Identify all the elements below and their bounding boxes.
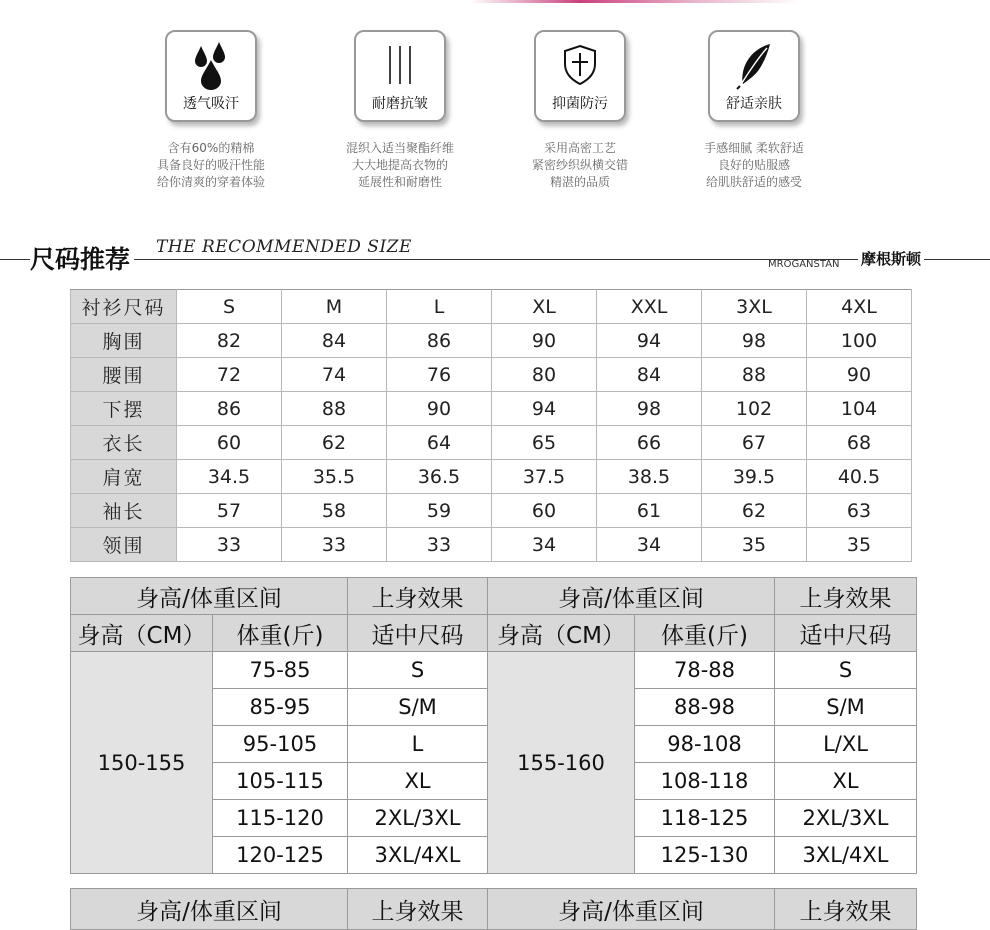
- size-header: M: [282, 290, 387, 324]
- weight-cell: 108-118: [635, 763, 775, 800]
- feature-desc-line: 含有60%的精棉: [167, 141, 255, 155]
- feature-label: 抑菌防污: [552, 96, 608, 112]
- table-cell: 98: [702, 324, 807, 358]
- table-cell: 34: [492, 528, 597, 562]
- size-header: XL: [492, 290, 597, 324]
- table-cell: 100: [807, 324, 912, 358]
- table-header-row: [71, 889, 917, 930]
- table-row: [71, 460, 912, 494]
- top-accent-bar: [0, 0, 990, 4]
- table-cell: 35.5: [282, 460, 387, 494]
- weight-cell: 98-108: [635, 726, 775, 763]
- feature-desc-line: 采用高密工艺: [543, 141, 616, 155]
- table-cell: 86: [177, 392, 282, 426]
- range-group-header: 身高/体重区间: [71, 578, 348, 615]
- table-cell: 57: [177, 494, 282, 528]
- size-cell: 2XL/3XL: [348, 800, 488, 837]
- row-label: 肩宽: [71, 460, 177, 494]
- effect-header: 上身效果: [775, 578, 917, 615]
- table-cell: 61: [597, 494, 702, 528]
- size-cell: L: [348, 726, 488, 763]
- table-cell: 35: [702, 528, 807, 562]
- effect-header: 上身效果: [348, 578, 488, 615]
- range-group-header: 身高/体重区间: [488, 889, 775, 930]
- table-row: [71, 494, 912, 528]
- size-header: 3XL: [702, 290, 807, 324]
- weight-cell: 125-130: [635, 837, 775, 874]
- weight-column-header: 体重(斤): [213, 615, 348, 652]
- table-cell: 38.5: [597, 460, 702, 494]
- table-header-label: 衬衫尺码: [71, 290, 177, 324]
- feature-description: [664, 140, 844, 191]
- size-cell: S/M: [348, 689, 488, 726]
- table-cell: 98: [597, 392, 702, 426]
- weight-cell: 105-115: [213, 763, 348, 800]
- section-subtitle: THE RECOMMENDED SIZE: [156, 237, 412, 257]
- table-cell: 102: [702, 392, 807, 426]
- weight-cell: 88-98: [635, 689, 775, 726]
- table-cell: 33: [282, 528, 387, 562]
- size-header: L: [387, 290, 492, 324]
- table-cell: 65: [492, 426, 597, 460]
- feature-icon-box: [165, 30, 257, 122]
- table-cell: 60: [177, 426, 282, 460]
- weight-cell: 78-88: [635, 652, 775, 689]
- feature-icon-box: [534, 30, 626, 122]
- table-cell: 72: [177, 358, 282, 392]
- table-cell: 90: [492, 324, 597, 358]
- table-row: [71, 358, 912, 392]
- feature-label: 耐磨抗皱: [372, 96, 428, 112]
- size-column-header: 适中尺码: [775, 615, 917, 652]
- size-cell: 3XL/4XL: [775, 837, 917, 874]
- feature-desc-line: 延展性和耐磨性: [357, 175, 442, 189]
- table-cell: 94: [597, 324, 702, 358]
- table-row: [71, 392, 912, 426]
- size-cell: 2XL/3XL: [775, 800, 917, 837]
- weight-cell: 115-120: [213, 800, 348, 837]
- feature-wear-resistant: [310, 30, 490, 191]
- table-header-row: [71, 615, 917, 652]
- table-cell: 35: [807, 528, 912, 562]
- size-cell: S: [348, 652, 488, 689]
- brand-name-en: MROGANSTAN: [768, 259, 840, 270]
- table-cell: 88: [702, 358, 807, 392]
- feature-desc-line: 给肌肤舒适的感受: [705, 175, 802, 189]
- weight-cell: 120-125: [213, 837, 348, 874]
- table-cell: 67: [702, 426, 807, 460]
- size-chart-table: [70, 289, 912, 562]
- table-header-row: [71, 290, 912, 324]
- brand-name-cn: 摩根斯顿: [858, 248, 924, 269]
- feature-desc-line: 手感细腻 柔软舒适: [704, 141, 804, 155]
- feature-breathable: [121, 30, 301, 191]
- feature-icon-box: [354, 30, 446, 122]
- height-column-header: 身高（CM）: [488, 615, 635, 652]
- feature-description: [121, 140, 301, 191]
- feature-desc-line: 混织入适当聚酯纤维: [345, 141, 454, 155]
- table-cell: 104: [807, 392, 912, 426]
- feature-desc-line: 精湛的品质: [549, 175, 610, 189]
- row-label: 衣长: [71, 426, 177, 460]
- table-cell: 59: [387, 494, 492, 528]
- shield-icon: [560, 42, 600, 90]
- feature-label: 透气吸汗: [183, 96, 239, 112]
- table-cell: 62: [702, 494, 807, 528]
- table-cell: 68: [807, 426, 912, 460]
- second-recommend-table: [70, 888, 917, 930]
- weight-cell: 85-95: [213, 689, 348, 726]
- table-cell: 86: [387, 324, 492, 358]
- size-column-header: 适中尺码: [348, 615, 488, 652]
- table-cell: 66: [597, 426, 702, 460]
- table-cell: 94: [492, 392, 597, 426]
- weight-cell: 75-85: [213, 652, 348, 689]
- feature-description: [310, 140, 490, 191]
- table-cell: 90: [807, 358, 912, 392]
- effect-header: 上身效果: [775, 889, 917, 930]
- table-cell: 39.5: [702, 460, 807, 494]
- section-divider: [0, 259, 990, 260]
- table-cell: 33: [387, 528, 492, 562]
- row-label: 胸围: [71, 324, 177, 358]
- size-cell: L/XL: [775, 726, 917, 763]
- height-weight-recommend-table: [70, 577, 917, 874]
- table-row: [71, 528, 912, 562]
- table-header-row: [71, 578, 917, 615]
- size-cell: 3XL/4XL: [348, 837, 488, 874]
- table-cell: 82: [177, 324, 282, 358]
- row-label: 袖长: [71, 494, 177, 528]
- table-cell: 40.5: [807, 460, 912, 494]
- section-title: 尺码推荐: [30, 240, 134, 276]
- table-cell: 62: [282, 426, 387, 460]
- table-cell: 64: [387, 426, 492, 460]
- table-row: [71, 324, 912, 358]
- vertical-lines-icon: [380, 42, 420, 90]
- feature-description: [490, 140, 670, 191]
- weight-cell: 95-105: [213, 726, 348, 763]
- height-column-header: 身高（CM）: [71, 615, 213, 652]
- table-cell: 36.5: [387, 460, 492, 494]
- table-cell: 34.5: [177, 460, 282, 494]
- table-cell: 84: [282, 324, 387, 358]
- table-row: [71, 652, 917, 689]
- range-group-header: 身高/体重区间: [71, 889, 348, 930]
- feature-label: 舒适亲肤: [726, 96, 782, 112]
- table-cell: 60: [492, 494, 597, 528]
- feature-desc-line: 紧密纱织纵横交错: [531, 158, 628, 172]
- table-cell: 80: [492, 358, 597, 392]
- height-range-cell: 155-160: [488, 652, 635, 874]
- table-cell: 33: [177, 528, 282, 562]
- feature-desc-line: 良好的贴服感: [717, 158, 790, 172]
- row-label: 领围: [71, 528, 177, 562]
- effect-header: 上身效果: [348, 889, 488, 930]
- table-cell: 76: [387, 358, 492, 392]
- row-label: 下摆: [71, 392, 177, 426]
- weight-column-header: 体重(斤): [635, 615, 775, 652]
- table-cell: 58: [282, 494, 387, 528]
- weight-cell: 118-125: [635, 800, 775, 837]
- table-cell: 90: [387, 392, 492, 426]
- table-row: [71, 426, 912, 460]
- feature-antibacterial: [490, 30, 670, 191]
- feature-desc-line: 大大地提高衣物的: [351, 158, 448, 172]
- row-label: 腰围: [71, 358, 177, 392]
- size-cell: S: [775, 652, 917, 689]
- feature-icon-box: [708, 30, 800, 122]
- table-cell: 74: [282, 358, 387, 392]
- size-header: XXL: [597, 290, 702, 324]
- size-header: S: [177, 290, 282, 324]
- feature-desc-line: 具备良好的吸汗性能: [156, 158, 265, 172]
- range-group-header: 身高/体重区间: [488, 578, 775, 615]
- feather-icon: [734, 42, 774, 90]
- size-cell: S/M: [775, 689, 917, 726]
- water-drops-icon: [191, 42, 231, 90]
- height-range-cell: 150-155: [71, 652, 213, 874]
- size-cell: XL: [348, 763, 488, 800]
- feature-desc-line: 给你清爽的穿着体验: [156, 175, 265, 189]
- table-cell: 88: [282, 392, 387, 426]
- table-cell: 37.5: [492, 460, 597, 494]
- feature-skin-friendly: [664, 30, 844, 191]
- table-cell: 63: [807, 494, 912, 528]
- table-cell: 34: [597, 528, 702, 562]
- size-cell: XL: [775, 763, 917, 800]
- size-header: 4XL: [807, 290, 912, 324]
- table-cell: 84: [597, 358, 702, 392]
